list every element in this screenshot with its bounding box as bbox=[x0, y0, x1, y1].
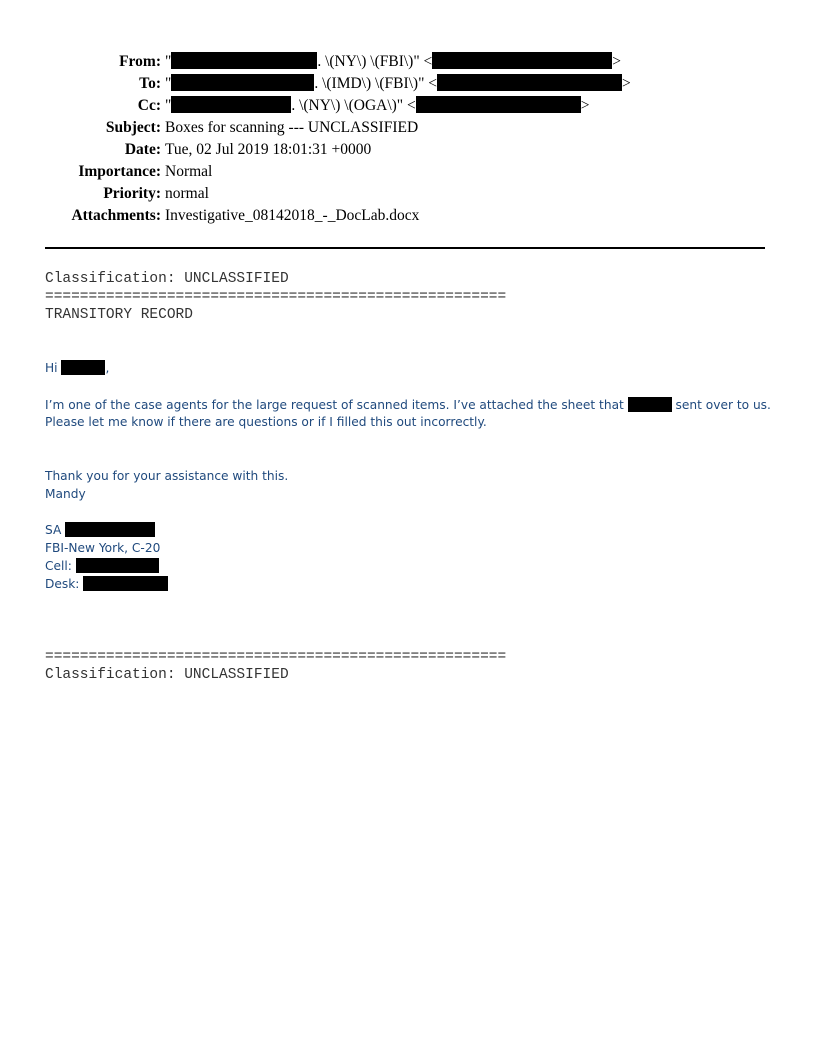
subject-label: Subject: bbox=[105, 119, 161, 136]
subject-value: Boxes for scanning --- UNCLASSIFIED bbox=[165, 119, 419, 136]
signature-cell bbox=[45, 557, 159, 575]
body-paragraph-1 bbox=[45, 396, 771, 414]
redaction-block bbox=[171, 52, 317, 69]
header-divider bbox=[45, 247, 765, 249]
body-paragraph-2: Please let me know if there are questions or if I filled this out incorrectly. bbox=[45, 415, 487, 429]
classification-banner-bottom: Classification: UNCLASSIFIED bbox=[45, 667, 289, 683]
redaction-block bbox=[416, 96, 581, 113]
redaction-block bbox=[437, 74, 622, 91]
to-value bbox=[161, 73, 631, 95]
from-value bbox=[161, 51, 621, 73]
signature-title bbox=[45, 521, 155, 539]
cc-quote: " bbox=[165, 97, 172, 114]
importance-value: Normal bbox=[165, 163, 213, 180]
priority-label: Priority: bbox=[103, 185, 161, 202]
cell-label: Cell: bbox=[45, 559, 76, 573]
date-label: Date: bbox=[124, 141, 161, 158]
paragraph-text: I’m one of the case agents for the large request of scanned items. I’ve attached the sheet that bbox=[45, 398, 628, 412]
redaction-block bbox=[65, 522, 155, 537]
to-quote: " bbox=[165, 75, 172, 92]
attachment-link[interactable]: Investigative_08142018_-_DocLab.docx bbox=[165, 207, 420, 224]
redaction-block bbox=[171, 96, 291, 113]
importance-row bbox=[0, 161, 816, 183]
greeting-text: Hi bbox=[45, 361, 62, 375]
priority-row bbox=[0, 183, 816, 205]
signature-office: FBI-New York, C-20 bbox=[45, 541, 161, 555]
cc-value bbox=[161, 95, 590, 117]
from-quote: " bbox=[165, 53, 172, 70]
separator-top: ===================================================== bbox=[45, 289, 507, 305]
thanks-line: Thank you for your assistance with this. bbox=[45, 469, 289, 483]
signature-title-text: SA bbox=[45, 523, 66, 537]
greeting-comma: , bbox=[105, 361, 110, 375]
sender-name: Mandy bbox=[45, 487, 86, 501]
to-bracket: > bbox=[622, 75, 631, 92]
priority-value: normal bbox=[165, 185, 209, 202]
date-value: Tue, 02 Jul 2019 18:01:31 +0000 bbox=[165, 141, 372, 158]
greeting bbox=[45, 359, 109, 377]
email-header bbox=[0, 51, 816, 227]
redaction-block bbox=[61, 360, 105, 375]
record-type: TRANSITORY RECORD bbox=[45, 307, 193, 323]
from-display-suffix: . \(NY\) \(FBI\)" < bbox=[317, 53, 433, 70]
cc-display-suffix: . \(NY\) \(OGA\)" < bbox=[291, 97, 416, 114]
redaction-block bbox=[628, 397, 672, 412]
separator-bottom: ===================================================== bbox=[45, 649, 507, 665]
cc-label: Cc: bbox=[137, 97, 161, 114]
desk-label: Desk: bbox=[45, 577, 84, 591]
redaction-block bbox=[76, 558, 159, 573]
cc-bracket: > bbox=[580, 97, 590, 114]
date-row bbox=[0, 139, 816, 161]
to-display-suffix: . \(IMD\) \(FBI\)" < bbox=[314, 75, 438, 92]
signature-desk bbox=[45, 575, 168, 593]
subject-row bbox=[0, 117, 816, 139]
to-label: To: bbox=[139, 75, 161, 92]
from-bracket: > bbox=[612, 53, 622, 70]
importance-label: Importance: bbox=[78, 163, 161, 180]
from-label: From: bbox=[119, 53, 161, 70]
to-row bbox=[0, 73, 816, 95]
attachments-label: Attachments: bbox=[71, 207, 161, 224]
redaction-block bbox=[432, 52, 612, 69]
from-row bbox=[0, 51, 816, 73]
redaction-block bbox=[83, 576, 168, 591]
cc-row bbox=[0, 95, 816, 117]
redaction-block bbox=[171, 74, 314, 91]
classification-banner-top: Classification: UNCLASSIFIED bbox=[45, 271, 289, 287]
attachments-row bbox=[0, 205, 816, 227]
paragraph-text: sent over to us. bbox=[671, 398, 771, 412]
